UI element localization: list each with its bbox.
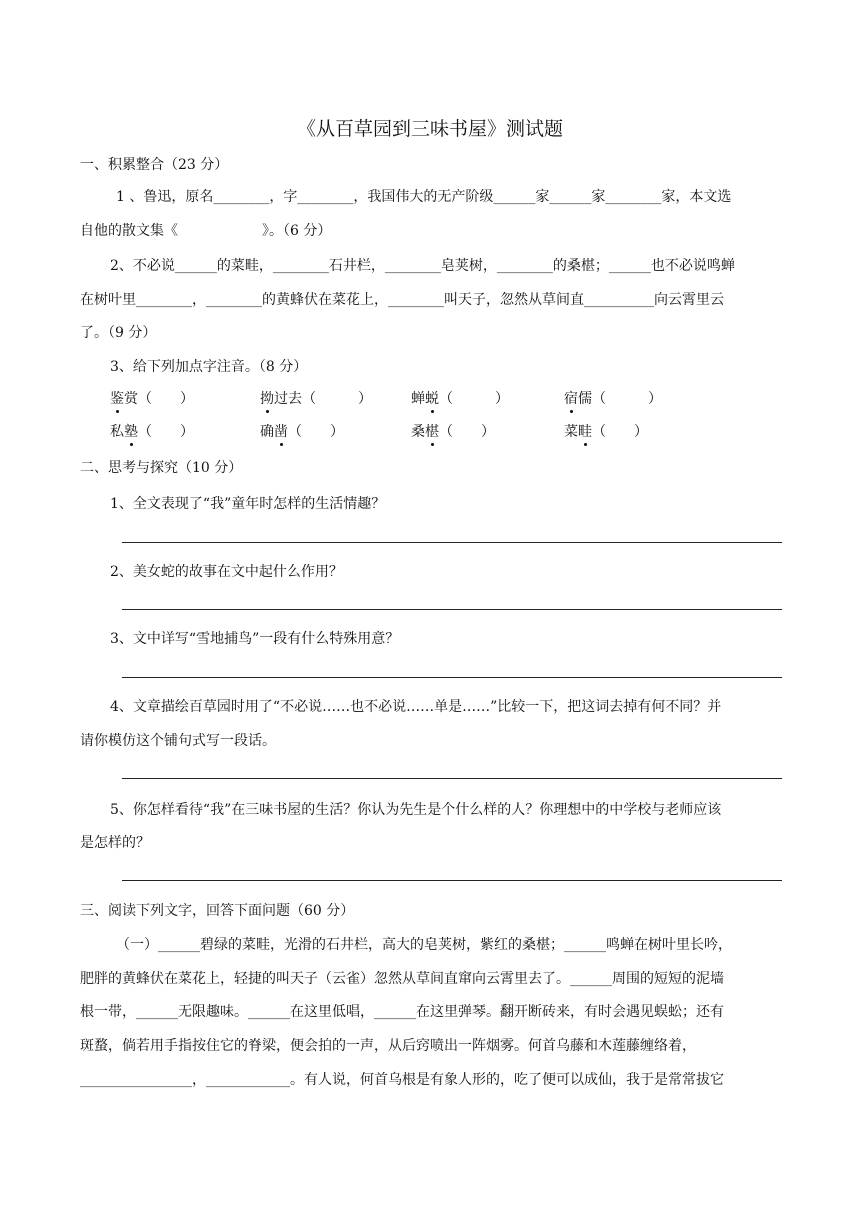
answer-line[interactable] (122, 778, 782, 779)
passage-line: 肥胖的黄蜂伏在菜花上，轻捷的叫天子（云雀）忽然从草间直窜向云霄里去了。______周围的短短的泥墙 (80, 971, 724, 987)
pinyin-item: 桑椹（ ） (411, 424, 495, 440)
pinyin-item: 确凿（ ） (260, 424, 344, 440)
pinyin-item: 鉴赏（ ） (110, 391, 194, 407)
passage-line: 斑蝥，倘若用手指按住它的脊梁，便会拍的一声，从后窍喷出一阵烟雾。何首乌藤和木莲藤缠络着， (80, 1038, 696, 1054)
s2-q1: 1、全文表现了“我”童年时怎样的生活情趣？ (110, 496, 386, 512)
s1-q1-line2: 自他的散文集《 》。（6 分） (80, 223, 332, 239)
pinyin-item: 私塾（ ） (110, 424, 194, 440)
section1-heading: 一、积累整合（23 分） (80, 157, 229, 173)
s2-q4-line2: 请你模仿这个铺句式写一段话。 (80, 733, 276, 749)
pinyin-item: 宿儒（ ） (564, 391, 662, 407)
s1-q2-line2: 在树叶里________，________的黄蜂伏在菜花上，________叫天子，忽然从草间直__________向云霄里云 (80, 292, 724, 308)
answer-line[interactable] (122, 542, 782, 543)
answer-line[interactable] (122, 609, 782, 610)
s2-q3: 3、文中详写“雪地捕鸟”一段有什么特殊用意？ (110, 631, 400, 647)
section2-heading: 二、思考与探究（10 分） (80, 460, 243, 476)
answer-line[interactable] (122, 880, 782, 881)
answer-line[interactable] (122, 677, 782, 678)
passage-line: ________________，____________。有人说，何首乌根是有象人形的，吃了便可以成仙，我于是常常拔它 (80, 1072, 724, 1088)
s1-q2-line1: 2、不必说______的菜畦，________石井栏，________皂荚树，________的桑椹；______也不必说鸣蝉 (110, 258, 735, 274)
pinyin-item: 蝉蜕（ ） (411, 391, 509, 407)
s1-q1-line1: 1 、鲁迅，原名________，字________，我国伟大的无产阶级______家______家________家，本文选 (116, 189, 732, 205)
pinyin-item: 菜畦（ ） (564, 424, 648, 440)
section3-heading: 三、阅读下列文字，回答下面问题（60 分） (80, 903, 355, 919)
page-title: 《从百草园到三味书屋》测试题 (296, 118, 563, 140)
pinyin-item: 拗过去（ ） (260, 391, 372, 407)
s2-q5-line2: 是怎样的？ (80, 835, 150, 851)
passage-line: 根一带，______无限趣味。______在这里低唱，______在这里弹琴。翻开断砖来，有时会遇见蜈蚣；还有 (80, 1004, 724, 1020)
s1-q3-label: 3、给下列加点字注音。（8 分） (110, 359, 308, 375)
s2-q5-line1: 5、你怎样看待“我”在三味书屋的生活？你认为先生是个什么样的人？你理想中的中学校与老师应该 (110, 802, 722, 818)
passage-line: （一）______碧绿的菜畦，光滑的石井栏，高大的皂荚树，紫红的桑椹；______鸣蝉在树叶里长吟， (116, 937, 732, 953)
s2-q4-line1: 4、文章描绘百草园时用了“不必说……也不必说……单是……”比较一下，把这词去掉有何不同？并 (110, 699, 722, 715)
s2-q2: 2、美女蛇的故事在文中起什么作用？ (110, 564, 343, 580)
s1-q2-line3: 了。（9 分） (80, 325, 157, 341)
